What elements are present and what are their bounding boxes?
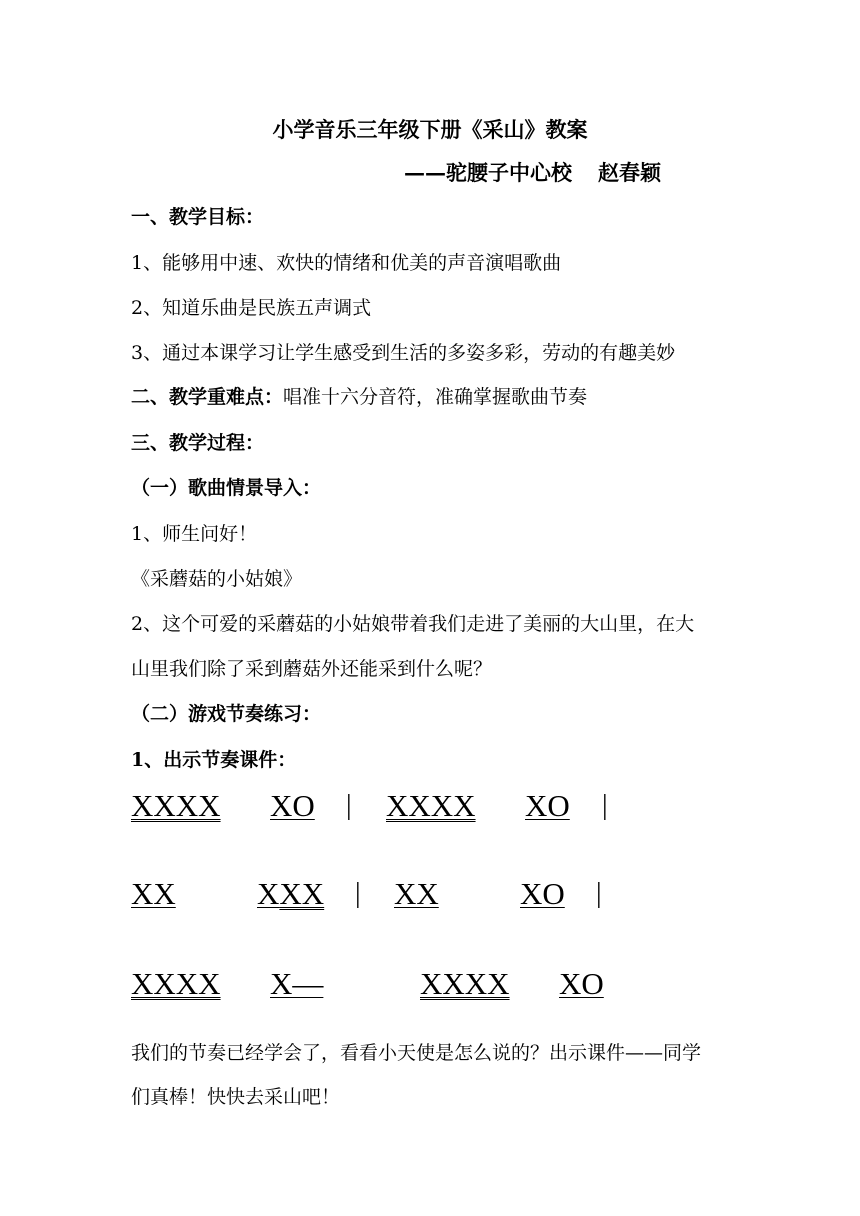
closing-line-2: 们真棒！快快去采山吧！ (131, 1086, 341, 1108)
rhythm-note: X (257, 876, 280, 911)
rhythm-note-group: XXXX (386, 788, 476, 823)
part1-song-title: 《采蘑菇的小姑娘》 (131, 568, 303, 590)
author-school: ——驼腰子中心校 (404, 160, 572, 185)
rhythm-note-group: XXXX (131, 966, 221, 1001)
part1-item-1: 1、师生问好！ (131, 523, 258, 545)
key-points-text: 唱准十六分音符，准确掌握歌曲节奏 (283, 386, 588, 408)
rhythm-note-group: XXXX (131, 788, 221, 823)
closing-line-1: 我们的节奏已经学会了，看看小天使是怎么说的？出示课件——同学 (131, 1042, 702, 1064)
rhythm-note-group: XX (394, 876, 439, 911)
author-line (404, 159, 661, 187)
document-title: 小学音乐三年级下册《采山》教案 (272, 117, 588, 142)
rhythm-note-group: XO (525, 788, 570, 823)
bar-line: | (596, 878, 602, 909)
goal-item-1: 1、能够用中速、欢快的情绪和优美的声音演唱歌曲 (131, 252, 562, 274)
rhythm-note-group (257, 876, 324, 912)
author-name: 赵春颖 (598, 160, 661, 185)
rhythm-note-group: X— (270, 966, 324, 1001)
bar-line: | (355, 878, 361, 909)
part1-heading: （一）歌曲情景导入： (131, 477, 322, 499)
goal-item-3: 3、通过本课学习让学生感受到生活的多姿多彩，劳动的有趣美妙 (131, 342, 676, 364)
part2-item-1: 1、出示节奏课件： (131, 749, 297, 771)
rhythm-note-group: XO (270, 788, 315, 823)
part2-heading: （二）游戏节奏练习： (131, 703, 322, 725)
part1-item-2-line-2: 山里我们除了采到蘑菇外还能采到什么呢？ (131, 658, 493, 680)
rhythm-note-group: XX (131, 876, 176, 911)
rhythm-note-group: XO (559, 966, 604, 1001)
rhythm-note-group: XXXX (420, 966, 510, 1001)
goal-item-2: 2、知道乐曲是民族五声调式 (131, 297, 372, 319)
goals-heading: 一、教学目标： (131, 206, 265, 228)
process-heading: 三、教学过程： (131, 432, 265, 454)
bar-line: | (346, 790, 352, 821)
key-points-heading: 二、教学重难点： (131, 386, 284, 408)
part1-item-2-line-1: 2、这个可爱的采蘑菇的小姑娘带着我们走进了美丽的大山里，在大 (131, 613, 695, 635)
rhythm-note-group: XO (520, 876, 565, 911)
rhythm-note: XX (279, 876, 325, 911)
key-points-line (131, 385, 587, 409)
bar-line: | (602, 790, 608, 821)
